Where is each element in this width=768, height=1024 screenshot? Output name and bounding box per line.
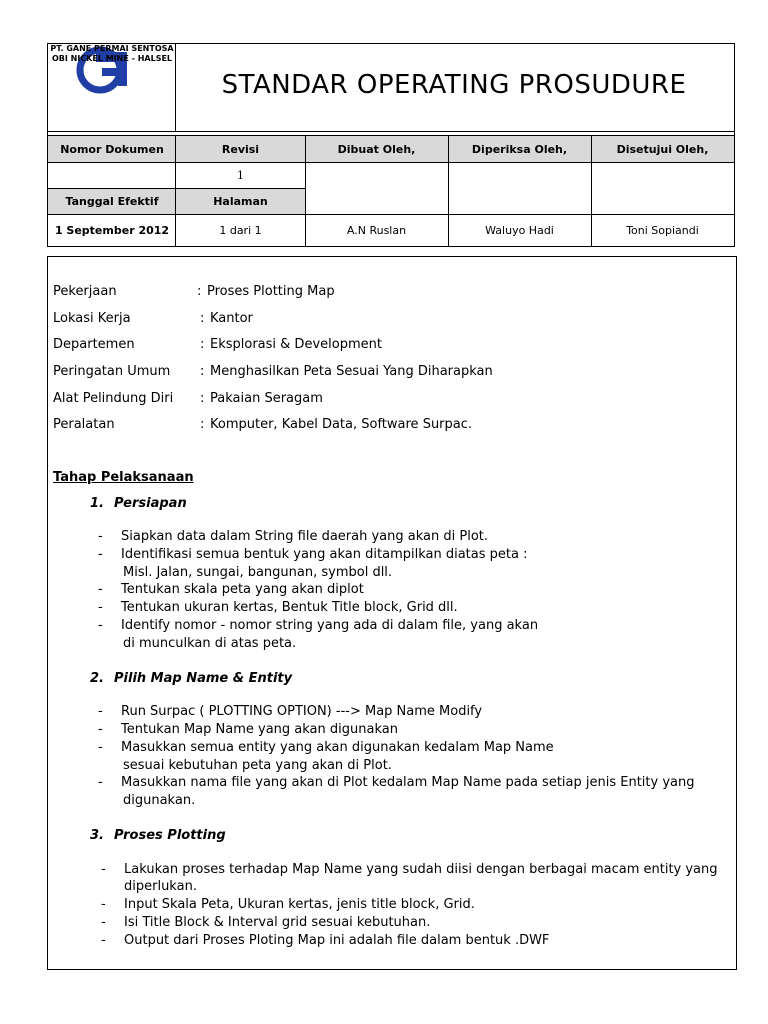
table-line [47, 135, 735, 136]
disetujui-value: Toni Sopiandi [626, 224, 699, 237]
table-line [175, 135, 176, 247]
bullet-dash: - [98, 600, 103, 615]
info-label-peralatan: Peralatan [53, 417, 115, 432]
diperiksa-header: Diperiksa Oleh, [448, 136, 591, 162]
bullet-item: Input Skala Peta, Ukuran kertas, jenis title block, Grid. [124, 897, 475, 912]
halaman-value: 1 dari 1 [219, 224, 262, 237]
info-value-departemen: Eksplorasi & Development [210, 337, 382, 352]
bullet-dash: - [101, 897, 106, 912]
bullet-item: Isi Title Block & Interval grid sesuai kebutuhan. [124, 915, 431, 930]
bullet-dash: - [98, 775, 103, 790]
step-title: Persiapan [114, 496, 187, 511]
info-colon: : [200, 364, 205, 379]
company-line2: OBI NICKEL MINE - HALSEL [51, 54, 173, 63]
halaman-label: Halaman [176, 189, 305, 214]
nomor-dokumen-value [48, 162, 176, 188]
info-colon: : [200, 337, 205, 352]
step-title: Pilih Map Name & Entity [114, 671, 293, 686]
info-colon: : [200, 391, 205, 406]
table-line [305, 135, 306, 247]
table-line [448, 135, 449, 247]
nomor-dokumen-header: Nomor Dokumen [48, 136, 176, 162]
bullet-dash: - [98, 529, 103, 544]
tanggal-efektif-label: Tanggal Efektif [48, 189, 176, 214]
bullet-item: Tentukan ukuran kertas, Bentuk Title block, Grid dll. [121, 600, 458, 615]
bullet-item-continued: sesuai kebutuhan peta yang akan di Plot. [123, 758, 392, 773]
info-label-pekerjaan: Pekerjaan [53, 284, 117, 299]
bullet-item-continued: di munculkan di atas peta. [123, 636, 297, 651]
bullet-dash: - [101, 933, 106, 948]
info-value-peralatan: Komputer, Kabel Data, Software Surpac. [210, 417, 473, 432]
bullet-item: Identify nomor - nomor string yang ada di dalam file, yang akan [121, 618, 539, 633]
bullet-dash: - [98, 704, 103, 719]
info-colon: : [197, 284, 202, 299]
bullet-item: Run Surpac ( PLOTTING OPTION) ---> Map Name Modify [121, 704, 483, 719]
info-label-apd: Alat Pelindung Diri [53, 391, 174, 406]
step-number: 2. [90, 671, 104, 686]
bullet-item: Output dari Proses Ploting Map ini adalah file dalam bentuk .DWF [124, 933, 550, 948]
section-title: Tahap Pelaksanaan [53, 470, 194, 485]
company-line1: PT. GANE PERMAI SENTOSA [50, 44, 174, 53]
info-label-peringatan: Peringatan Umum [53, 364, 171, 379]
bullet-item-continued: digunakan. [123, 793, 196, 808]
step-number: 3. [90, 828, 104, 843]
revisi-header: Revisi [176, 136, 305, 162]
info-colon: : [200, 417, 205, 432]
bullet-item: Siapkan data dalam String file daerah yang akan di Plot. [121, 529, 489, 544]
step-number: 1. [90, 496, 104, 511]
bullet-item-continued: diperlukan. [124, 879, 197, 894]
bullet-item: Identifikasi semua bentuk yang akan ditampilkan diatas peta : [121, 547, 528, 562]
info-value-pekerjaan: Proses Plotting Map [207, 284, 335, 299]
info-value-lokasi: Kantor [210, 311, 253, 326]
info-value-peringatan: Menghasilkan Peta Sesuai Yang Diharapkan [210, 364, 493, 379]
company-name [50, 44, 174, 64]
bullet-item: Tentukan Map Name yang akan digunakan [121, 722, 398, 737]
info-label-lokasi: Lokasi Kerja [53, 311, 131, 326]
diperiksa-value: Waluyo Hadi [485, 224, 554, 237]
disetujui-header: Disetujui Oleh, [591, 136, 734, 162]
table-line [591, 135, 592, 247]
revisi-value: 1 [237, 168, 244, 182]
dibuat-value: A.N Ruslan [346, 224, 407, 237]
table-line [47, 188, 305, 189]
bullet-dash: - [98, 740, 103, 755]
info-label-departemen: Departemen [53, 337, 135, 352]
bullet-item: Lakukan proses terhadap Map Name yang sudah diisi dengan berbagai macam entity yang [124, 862, 718, 877]
bullet-dash: - [98, 547, 103, 562]
table-line [47, 214, 735, 215]
table-line [47, 162, 735, 163]
tanggal-efektif-value: 1 September 2012 [54, 224, 170, 237]
bullet-dash: - [98, 582, 103, 597]
bullet-item: Masukkan semua entity yang akan digunakan kedalam Map Name [121, 740, 554, 755]
bullet-dash: - [101, 915, 106, 930]
document-title: STANDAR OPERATING PROSUDURE [221, 70, 687, 100]
header-line [47, 131, 735, 132]
bullet-item: Tentukan skala peta yang akan diplot [121, 582, 364, 597]
info-colon: : [200, 311, 205, 326]
bullet-dash: - [101, 862, 106, 877]
dibuat-header: Dibuat Oleh, [305, 136, 448, 162]
bullet-dash: - [98, 722, 103, 737]
step-title: Proses Plotting [114, 828, 226, 843]
bullet-item-continued: Misl. Jalan, sungai, bangunan, symbol dll. [123, 565, 393, 580]
bullet-dash: - [98, 618, 103, 633]
info-value-apd: Pakaian Seragam [210, 391, 323, 406]
bullet-item: Masukkan nama file yang akan di Plot kedalam Map Name pada setiap jenis Entity yang [121, 775, 695, 790]
